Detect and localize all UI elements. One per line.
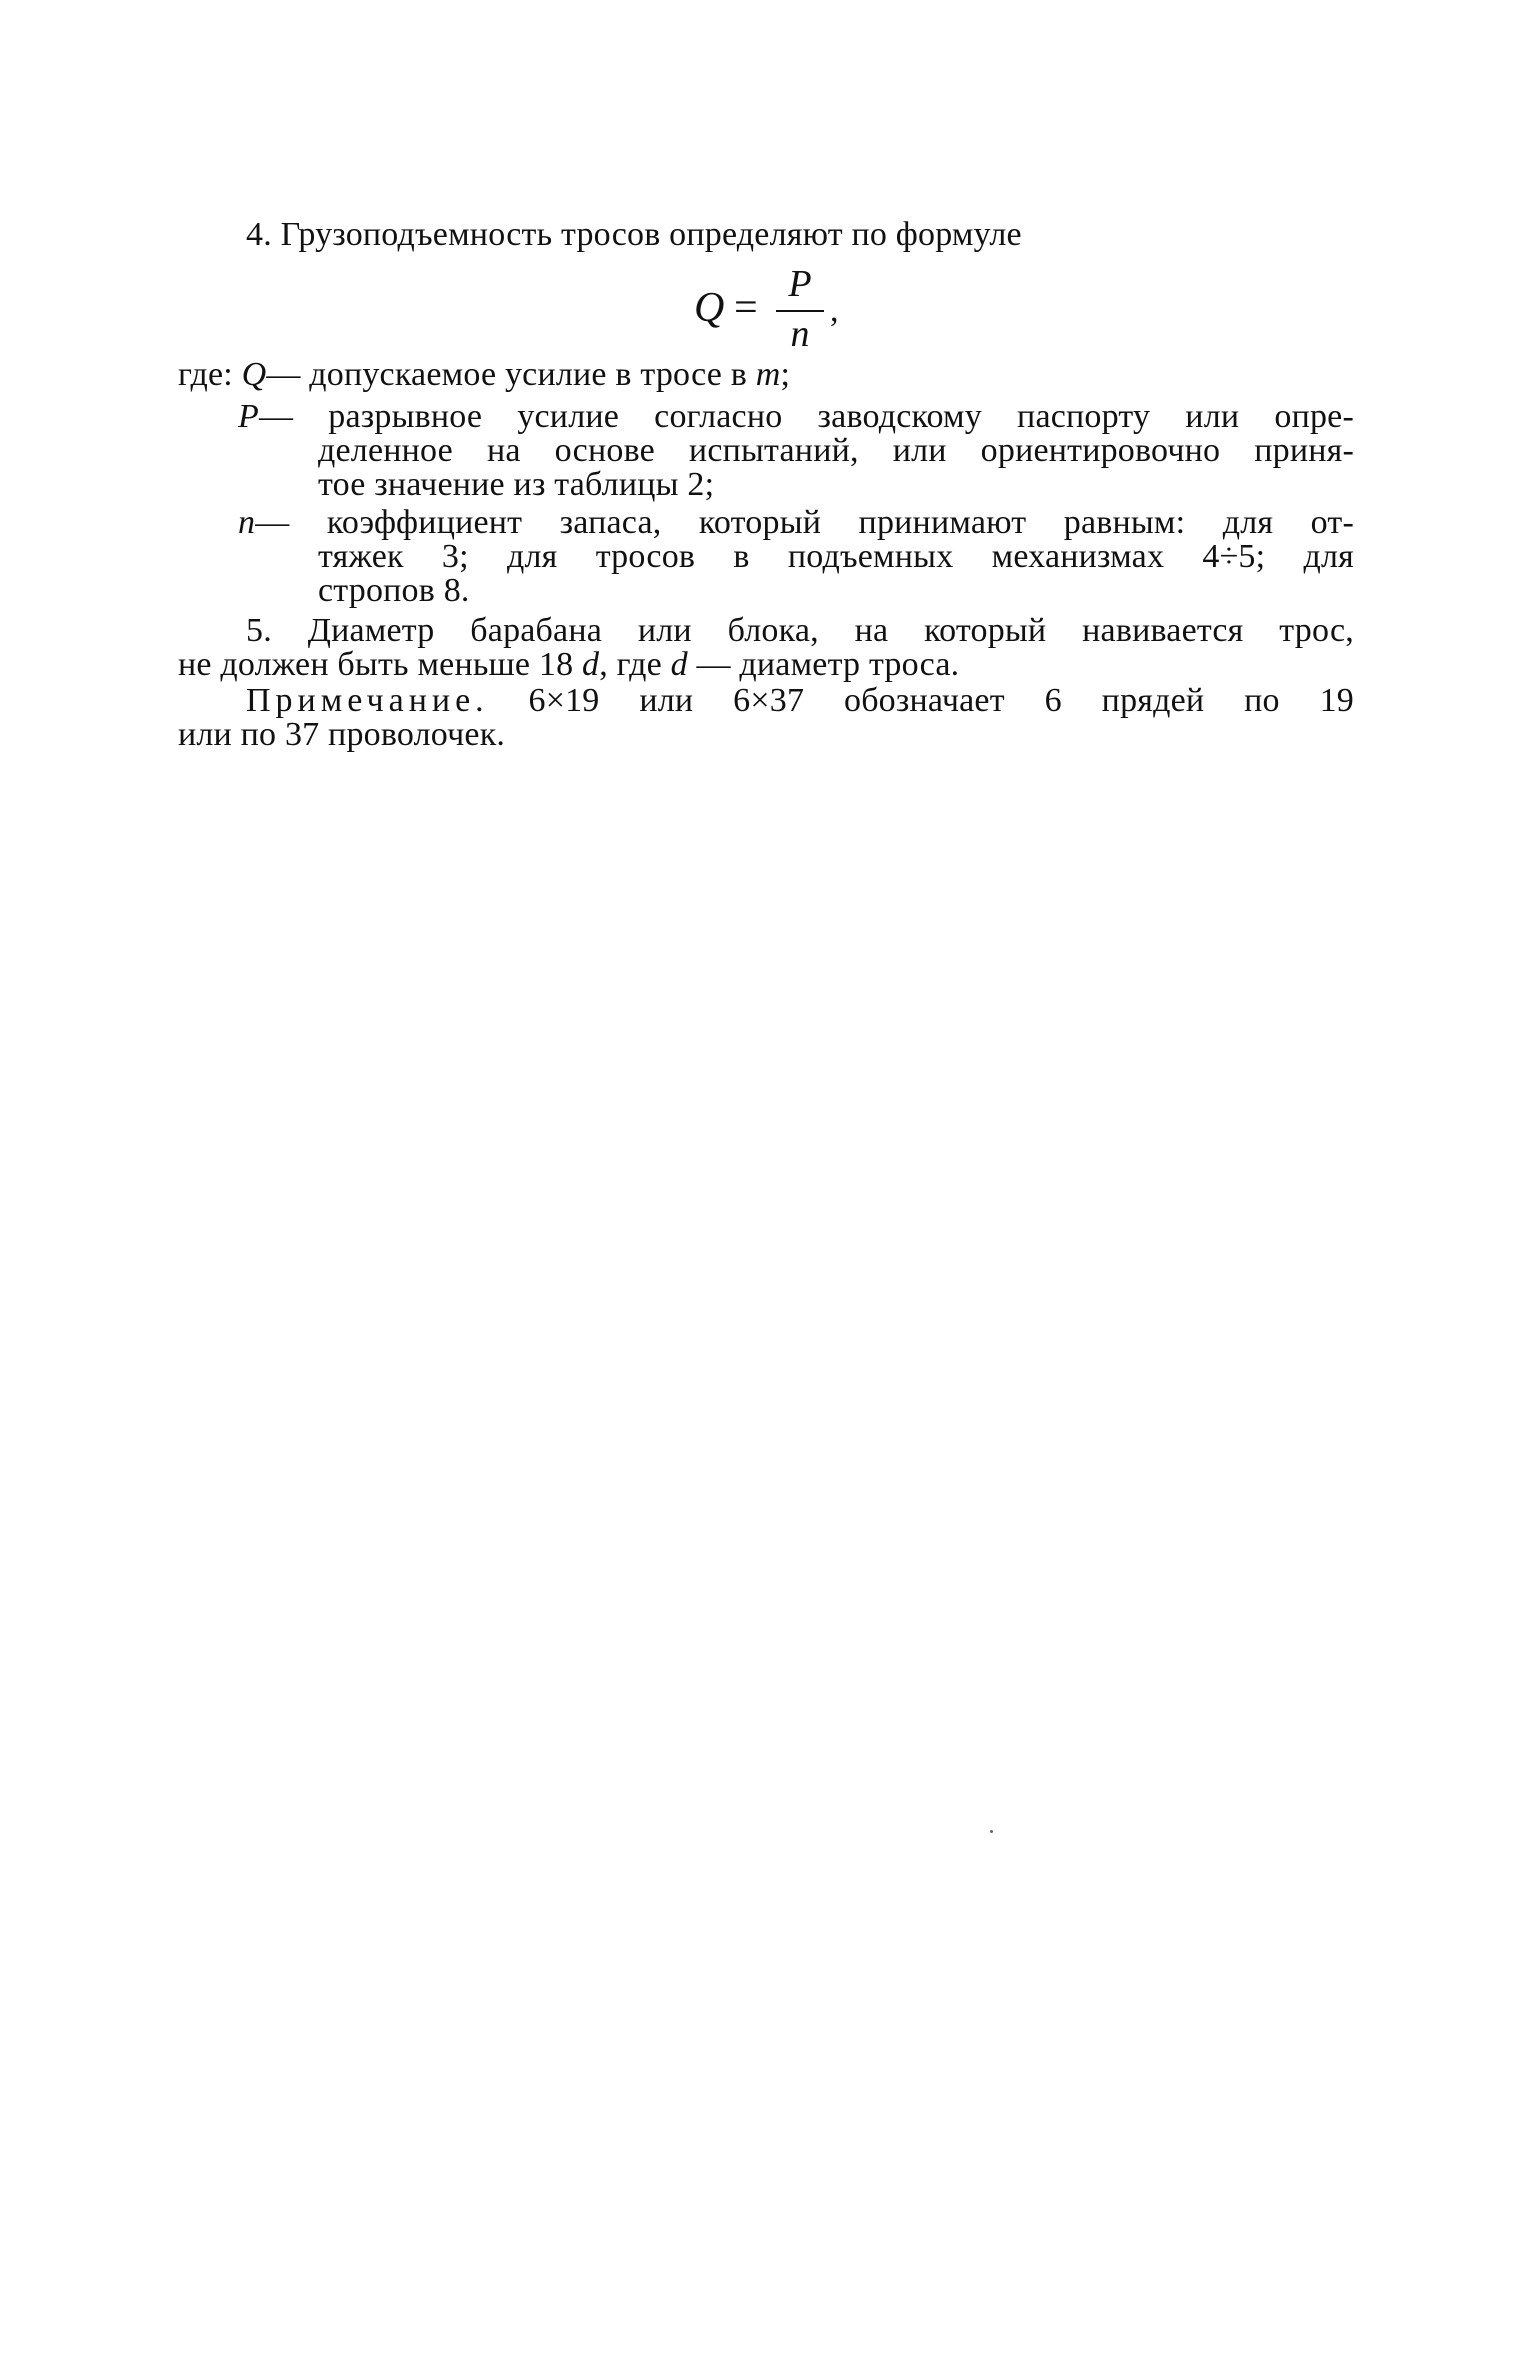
note-label: Примечание. bbox=[246, 682, 489, 719]
definition-q bbox=[178, 354, 790, 396]
formula-lhs: Q bbox=[694, 285, 725, 331]
definition-p-line2: деленное на основе испытаний, или ориентировочно приня- bbox=[318, 432, 1354, 469]
definition-q-text: — допускаемое усилие в тросе в bbox=[266, 356, 756, 393]
item5-text-c: — диаметр троса. bbox=[687, 646, 960, 683]
formula-comma: , bbox=[830, 292, 839, 329]
formula-denominator: n bbox=[790, 313, 810, 355]
item5-line1: 5. Диаметр барабана или блока, на который навивается трос, bbox=[246, 612, 1354, 649]
scan-speck bbox=[990, 1830, 993, 1833]
definition-q-end: ; bbox=[780, 356, 791, 393]
definition-p-text1: — разрывное усилие согласно заводскому паспорту или опре- bbox=[258, 398, 1354, 435]
symbol-d-2: d bbox=[670, 646, 688, 683]
item5-text-b: , где bbox=[599, 646, 671, 683]
symbol-n: n bbox=[238, 504, 256, 541]
definitions-intro: где: bbox=[178, 356, 233, 393]
definition-n-line3: стропов 8. bbox=[318, 572, 470, 609]
definition-n-line2: тяжек 3; для тросов в подъемных механизмах 4÷5; для bbox=[318, 538, 1354, 575]
symbol-p: P bbox=[238, 398, 259, 435]
definition-p-line3: тое значение из таблицы 2; bbox=[318, 466, 715, 503]
item4-heading: 4. Грузоподъемность тросов определяют по формуле bbox=[246, 216, 1022, 253]
symbol-d: d bbox=[582, 646, 600, 683]
formula-equals: = bbox=[734, 285, 758, 331]
unit-t: т bbox=[755, 356, 781, 393]
note-line2: или по 37 проволочек. bbox=[178, 716, 506, 753]
item5-text-a: не должен быть меньше 18 bbox=[178, 646, 583, 683]
note-text1: 6×19 или 6×37 обозначает 6 прядей по 19 bbox=[488, 682, 1354, 719]
definition-n-text1: — коэффициент запаса, который принимают равным: для от- bbox=[255, 504, 1354, 541]
symbol-q: Q bbox=[241, 356, 267, 393]
formula-q-equals-p-over-n bbox=[694, 262, 884, 354]
formula-numerator: P bbox=[788, 263, 812, 305]
